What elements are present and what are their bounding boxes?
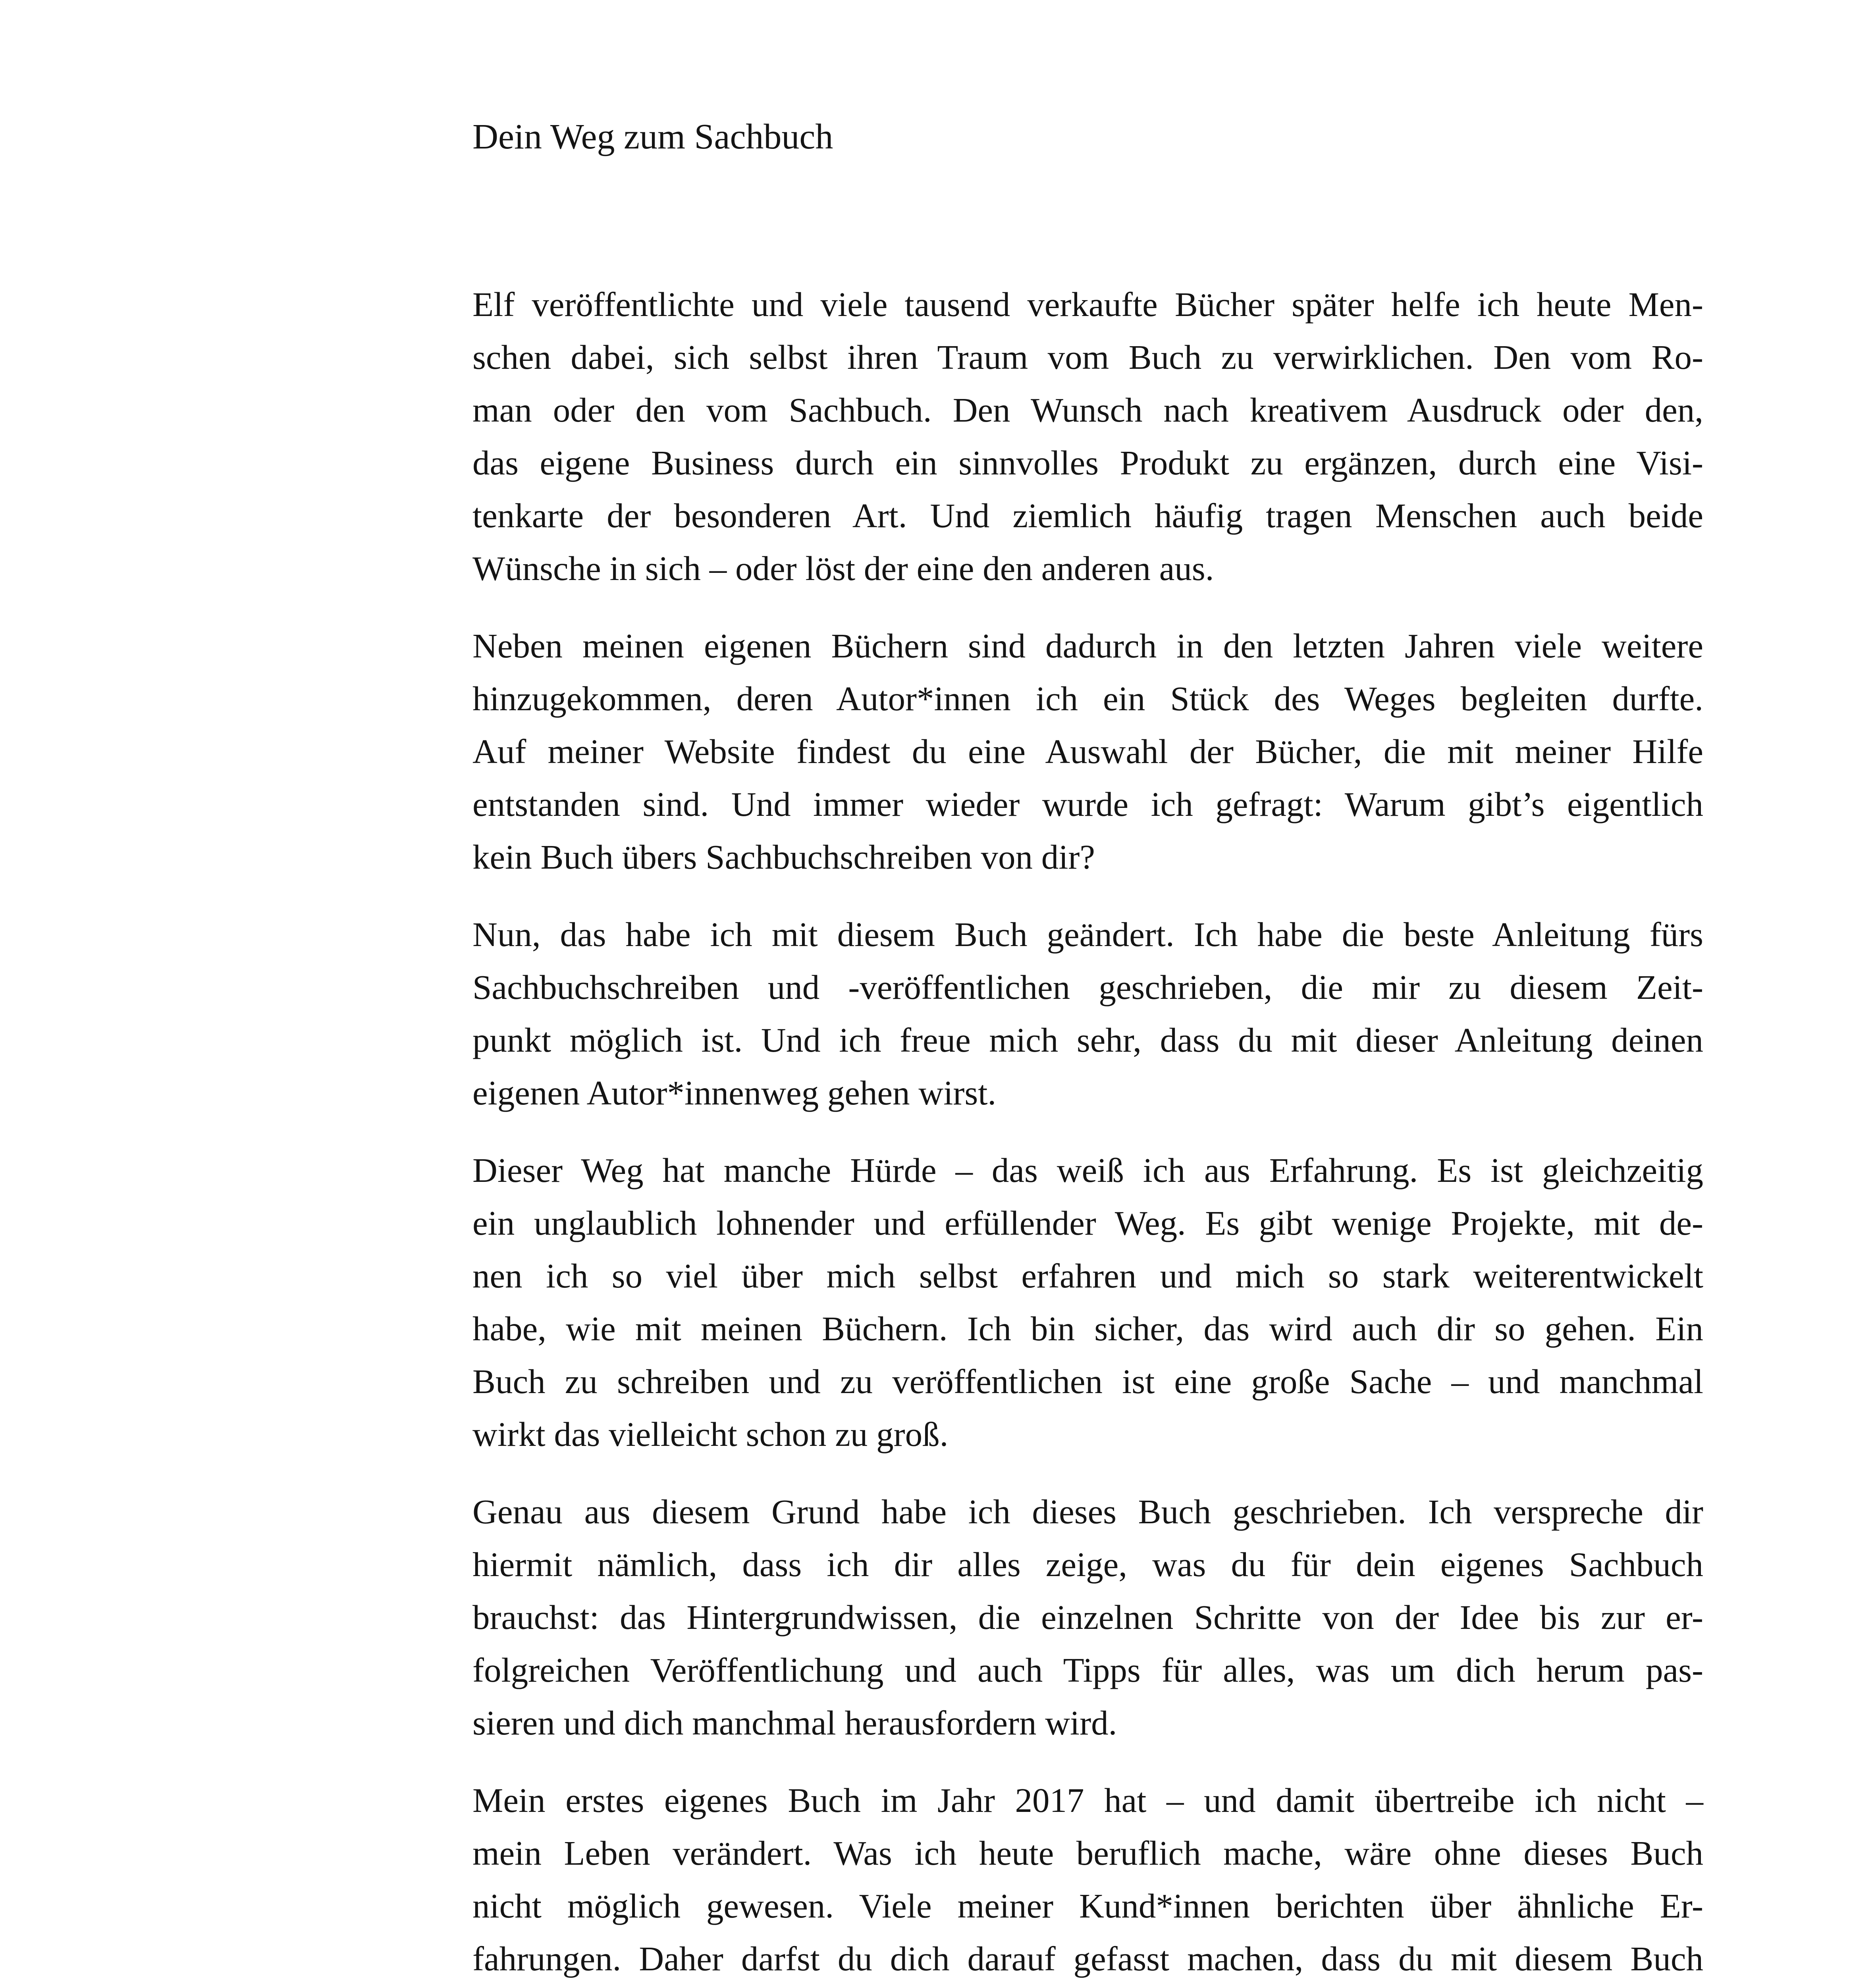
text-line: nen ich so viel über mich selbst erfahren und mich so stark weiterentwickelt bbox=[472, 1257, 1703, 1295]
running-title: Dein Weg zum Sachbuch bbox=[472, 117, 833, 156]
text-line: wirkt das vielleicht schon zu groß. bbox=[472, 1415, 949, 1453]
text-line: hiermit nämlich, dass ich dir alles zeige, was du für dein eigenes Sachbuch bbox=[472, 1545, 1703, 1584]
text-line: Neben meinen eigenen Büchern sind dadurch in den letzten Jahren viele weitere bbox=[472, 626, 1703, 665]
text-line: das eigene Business durch ein sinnvolles Produkt zu ergänzen, durch eine Visi- bbox=[472, 443, 1703, 482]
text-line: schen dabei, sich selbst ihren Traum vom Buch zu verwirklichen. Den vom Ro- bbox=[472, 338, 1703, 376]
text-line: habe, wie mit meinen Büchern. Ich bin sicher, das wird auch dir so gehen. Ein bbox=[472, 1309, 1703, 1348]
text-line: Elf veröffentlichte und viele tausend verkaufte Bücher später helfe ich heute Men- bbox=[472, 285, 1703, 324]
text-line: folgreichen Veröffentlichung und auch Tipps für alles, was um dich herum pas- bbox=[472, 1651, 1703, 1689]
text-line: fahrungen. Daher darfst du dich darauf gefasst machen, dass du mit diesem Buch bbox=[472, 1939, 1703, 1978]
text-line: hinzugekommen, deren Autor*innen ich ein Stück des Weges begleiten durfte. bbox=[472, 679, 1703, 718]
text-line: Mein erstes eigenes Buch im Jahr 2017 hat – und damit übertreibe ich nicht – bbox=[472, 1781, 1703, 1819]
text-line: mein Leben verändert. Was ich heute beruflich mache, wäre ohne dieses Buch bbox=[472, 1834, 1703, 1872]
paragraph bbox=[472, 1144, 1703, 1461]
paragraph bbox=[472, 619, 1703, 883]
text-line: eigenen Autor*innenweg gehen wirst. bbox=[472, 1073, 997, 1112]
paragraph bbox=[472, 908, 1703, 1119]
text-line: Dieser Weg hat manche Hürde – das weiß ich aus Erfahrung. Es ist gleichzeitig bbox=[472, 1151, 1703, 1189]
body-text bbox=[472, 278, 1703, 1985]
text-line: punkt möglich ist. Und ich freue mich sehr, dass du mit dieser Anleitung deinen bbox=[472, 1021, 1703, 1059]
paragraph bbox=[472, 1774, 1703, 1985]
text-line: nicht möglich gewesen. Viele meiner Kund*innen berichten über ähnliche Er- bbox=[472, 1887, 1703, 1925]
text-line: man oder den vom Sachbuch. Den Wunsch nach kreativem Ausdruck oder den, bbox=[472, 391, 1703, 429]
paragraph bbox=[472, 1485, 1703, 1749]
text-line: ein unglaublich lohnender und erfüllender Weg. Es gibt wenige Projekte, mit de- bbox=[472, 1204, 1703, 1242]
text-line: Nun, das habe ich mit diesem Buch geändert. Ich habe die beste Anleitung fürs bbox=[472, 915, 1703, 954]
text-line: Wünsche in sich – oder löst der eine den anderen aus. bbox=[472, 549, 1214, 588]
text-line: Auf meiner Website findest du eine Auswahl der Bücher, die mit meiner Hilfe bbox=[472, 732, 1703, 771]
text-line: brauchst: das Hintergrundwissen, die einzelnen Schritte von der Idee bis zur er- bbox=[472, 1598, 1703, 1636]
text-line: Sachbuchschreiben und -veröffentlichen geschrieben, die mir zu diesem Zeit- bbox=[472, 968, 1703, 1006]
text-line: Buch zu schreiben und zu veröffentlichen ist eine große Sache – und manchmal bbox=[472, 1362, 1703, 1401]
text-line: tenkarte der besonderen Art. Und ziemlich häufig tragen Menschen auch beide bbox=[472, 496, 1703, 535]
text-line: entstanden sind. Und immer wieder wurde ich gefragt: Warum gibt’s eigentlich bbox=[472, 785, 1703, 823]
text-line: sieren und dich manchmal herausfordern wird. bbox=[472, 1704, 1117, 1742]
text-line: Genau aus diesem Grund habe ich dieses Buch geschrieben. Ich verspreche dir bbox=[472, 1492, 1703, 1531]
paragraph bbox=[472, 278, 1703, 595]
text-line: kein Buch übers Sachbuchschreiben von dir? bbox=[472, 838, 1095, 876]
